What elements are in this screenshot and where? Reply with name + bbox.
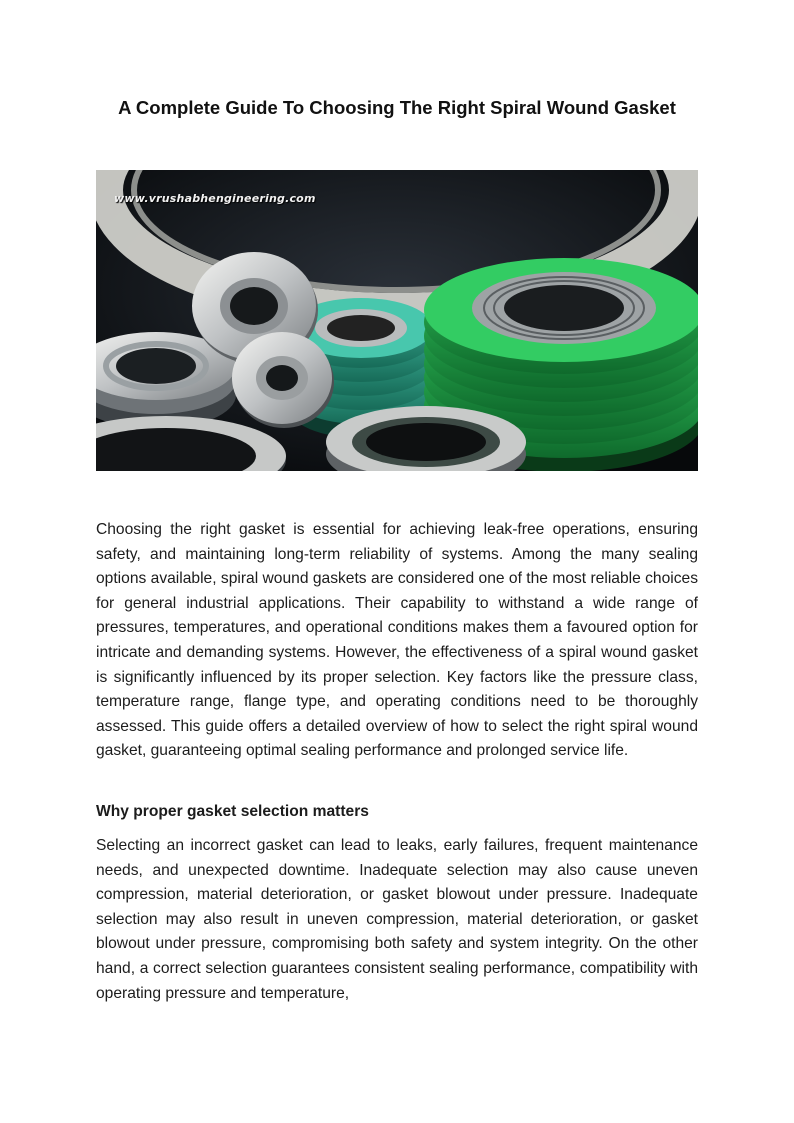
watermark-text: www.vrushabhengineering.com (114, 192, 316, 205)
gasket-photo (96, 170, 698, 471)
page-title: A Complete Guide To Choosing The Right Spiral Wound Gasket (118, 97, 676, 118)
section-heading: Why proper gasket selection matters (96, 803, 369, 820)
section-paragraph: Selecting an incorrect gasket can lead to leaks, early failures, frequent maintenance needs, and unexpected downtime. Inadequate selection may also cause uneven compression, material deterioration, or gasket blowout under pressure. Inadequate selection may also result in uneven compression, material deterioration, or gasket blowout under pressure, compromising both safety and system integrity. On the other hand, a correct selection guarantees consistent sealing performance, compatibility with operating pressure and temperature, (96, 837, 698, 1002)
intro-paragraph: Choosing the right gasket is essential for achieving leak-free operations, ensuring safety, and maintaining long-term reliability of systems. Among the many sealing options available, spiral wound gaskets are considered one of the most reliable choices for general industrial applications. Their capability to withstand a wide range of pressures, temperatures, and operational conditions makes them a favoured option for intricate and demanding systems. However, the effectiveness of a spiral wound gasket is significantly influenced by its proper selection. Key factors like the pressure class, temperature range, flange type, and operating conditions need to be thoroughly assessed. This guide offers a detailed overview of how to select the right spiral wound gasket, guaranteeing optimal sealing performance and prolonged service life. (96, 521, 698, 760)
gasket-illustration (96, 170, 698, 471)
